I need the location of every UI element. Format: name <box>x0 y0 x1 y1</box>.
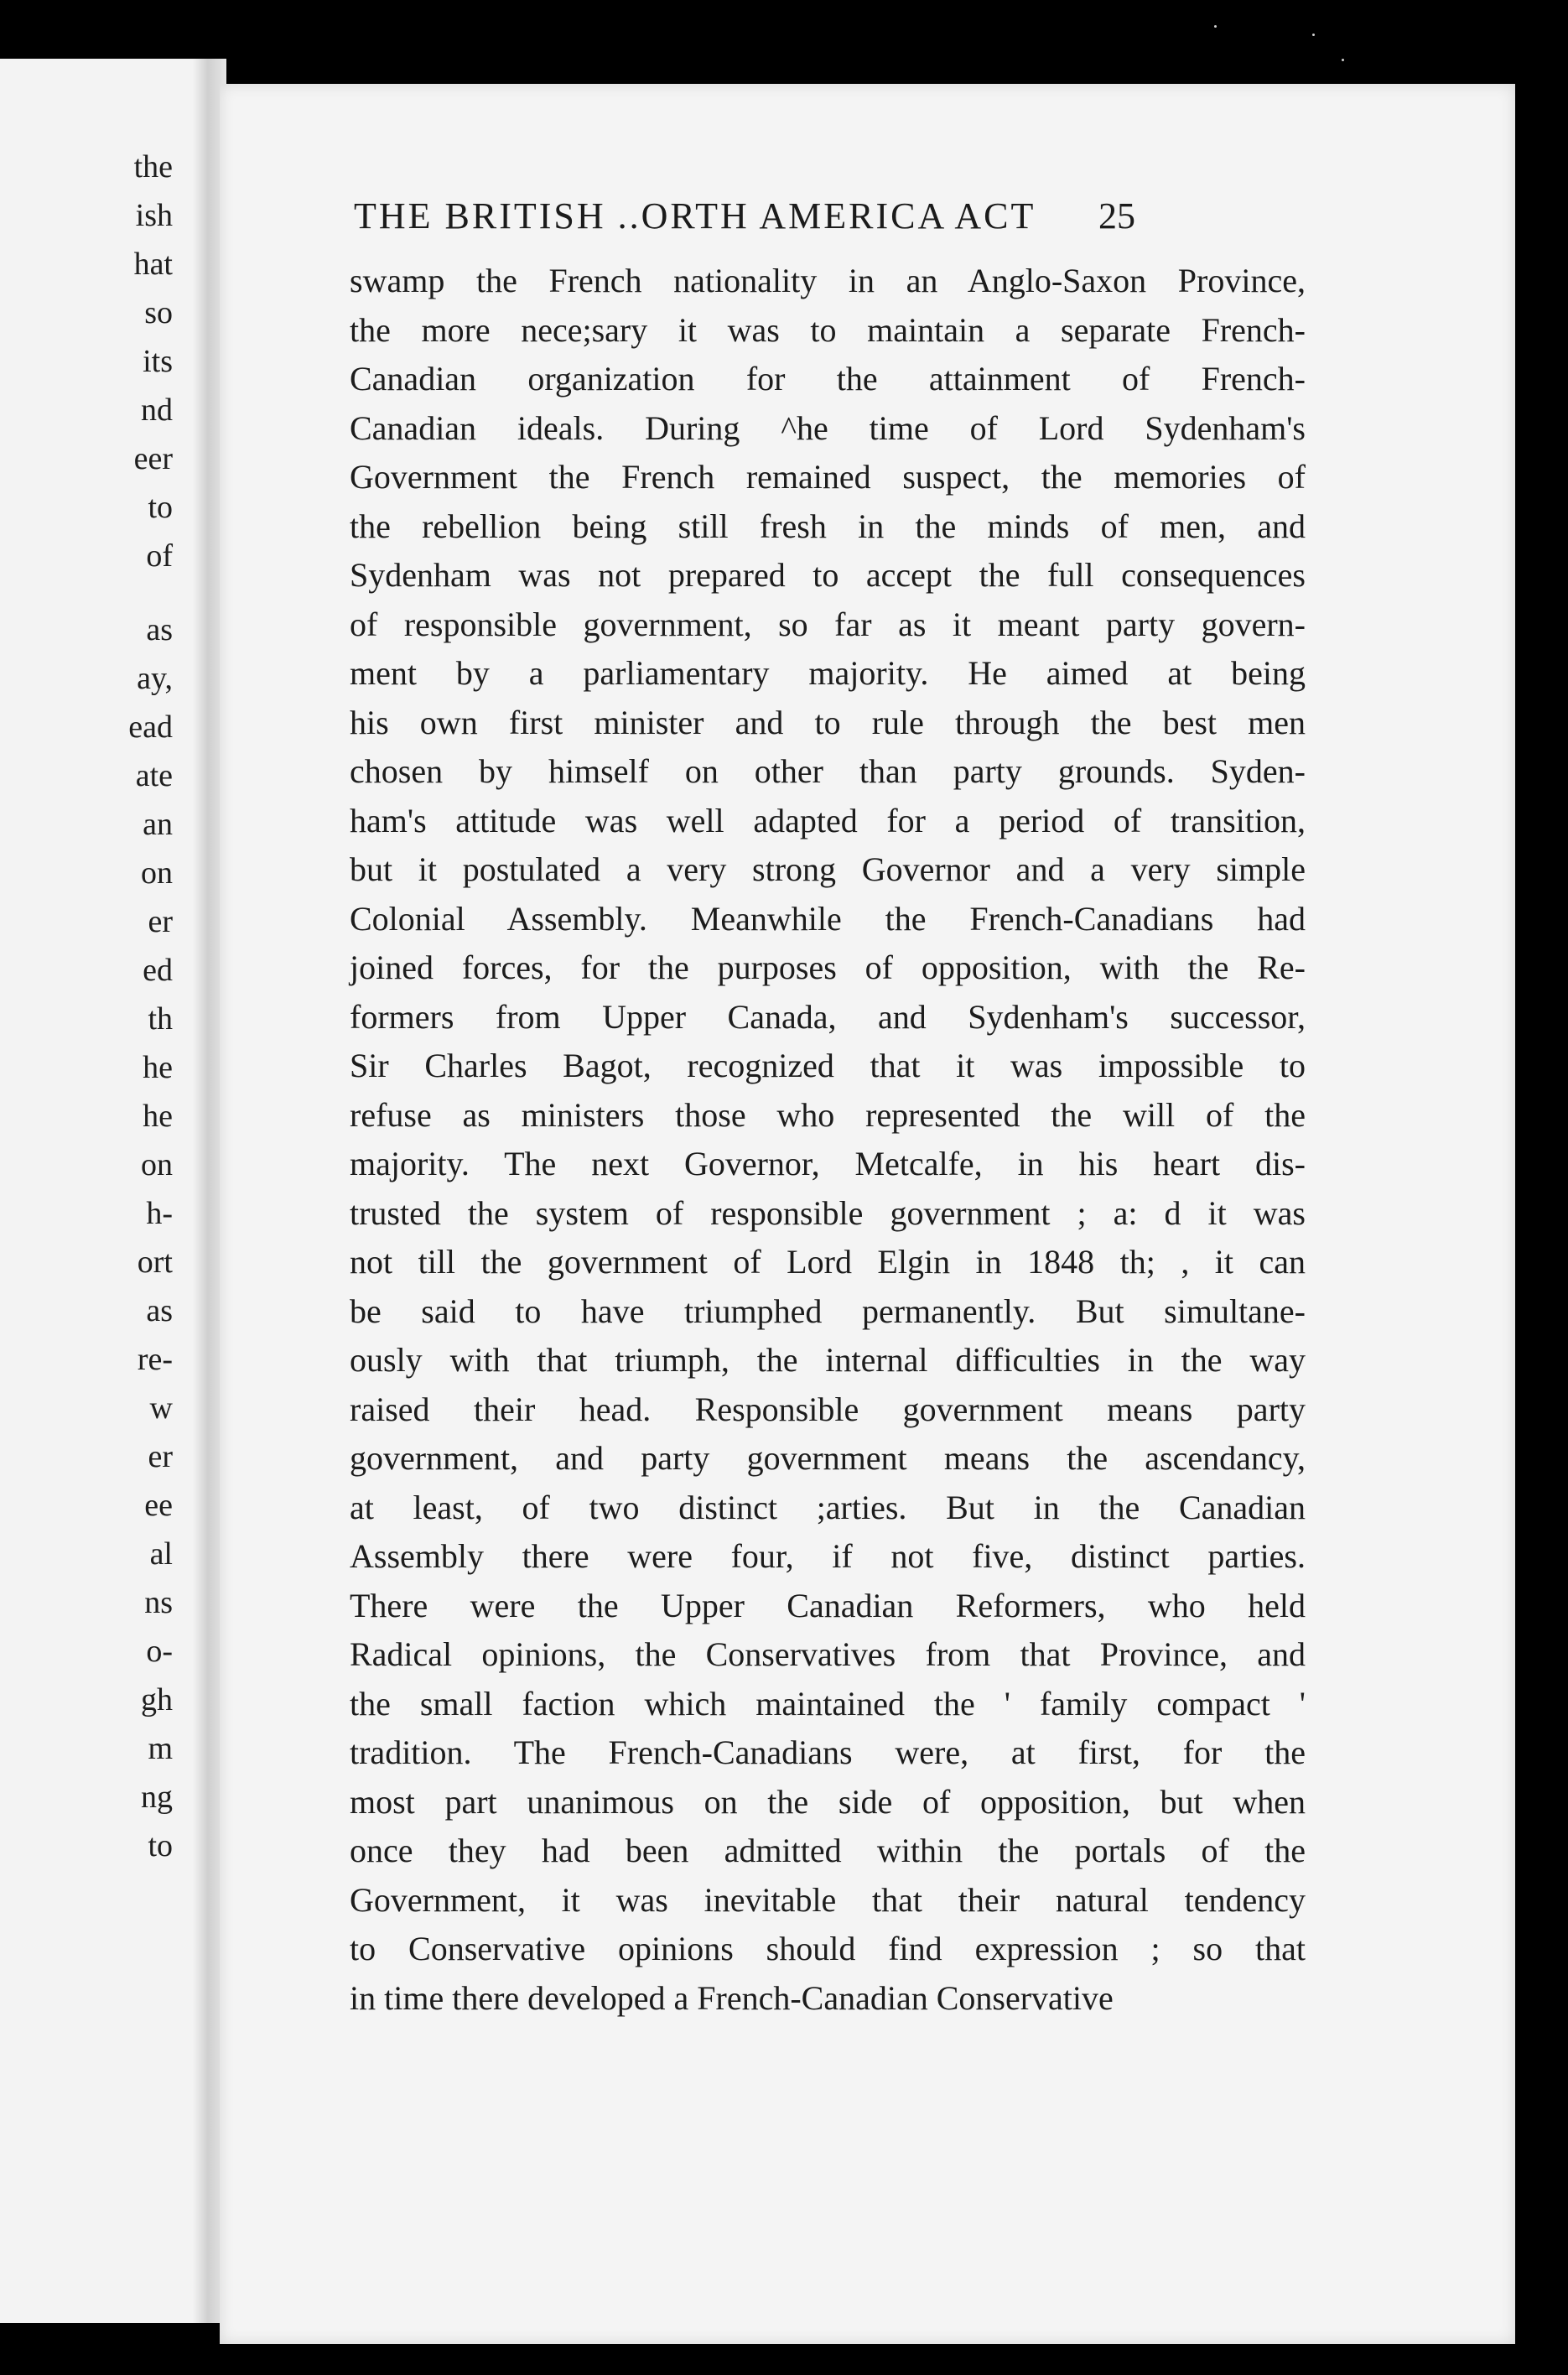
text-line <box>350 947 1568 989</box>
left-page-line: gh <box>141 1682 173 1718</box>
page-number: 25 <box>1098 195 1135 236</box>
text-line-content: raised their head. Responsible government means party <box>350 1390 1306 1428</box>
text-line-content: of responsible government, so far as it meant party govern- <box>350 605 1306 643</box>
text-line <box>350 1291 1568 1333</box>
text-line <box>350 1830 1568 1872</box>
text-line-content: joined forces, for the purposes of opposition, with the Re- <box>350 948 1306 986</box>
left-page-line: the <box>133 149 173 184</box>
text-line-content: tradition. The French-Canadians were, at first, for the <box>350 1733 1306 1771</box>
text-line <box>350 506 1568 548</box>
text-line <box>350 898 1568 940</box>
text-line-content: ham's attitude was well adapted for a period of transition, <box>350 801 1306 839</box>
left-page-line: nd <box>141 392 173 428</box>
left-page-line: to <box>148 1828 173 1863</box>
text-line <box>350 849 1568 891</box>
left-page-line: ng <box>141 1780 173 1815</box>
left-page-line: to <box>148 490 173 525</box>
text-line-content: most part unanimous on the side of opposition, but when <box>350 1782 1306 1821</box>
text-line-content: Canadian organization for the attainment of French- <box>350 360 1306 398</box>
text-line-content: Sydenham was not prepared to accept the full consequences <box>350 556 1306 594</box>
left-page-fragment <box>0 59 193 2323</box>
text-line <box>350 408 1568 450</box>
text-line <box>350 456 1568 498</box>
left-page-line: ay, <box>137 661 173 696</box>
text-line-content: the more nece;sary it was to maintain a separate French- <box>350 310 1306 349</box>
text-line-content: Assembly there were four, if not five, distinct parties. <box>350 1537 1306 1575</box>
text-line-content: the rebellion being still fresh in the minds of men, and <box>350 507 1306 545</box>
left-page-line: its <box>143 344 173 379</box>
text-line-content: at least, of two distinct ;arties. But in the Canadian <box>350 1488 1306 1526</box>
text-line-content: Radical opinions, the Conservatives from that Province, and <box>350 1635 1306 1673</box>
left-page-line: ate <box>135 758 173 793</box>
text-line <box>350 554 1568 596</box>
text-line <box>350 1143 1568 1185</box>
left-page-line: w <box>149 1390 173 1426</box>
text-line-content: Canadian ideals. During ^he time of Lord Sydenham's <box>350 408 1306 447</box>
text-line-content: refuse as ministers those who represented the will of the <box>350 1095 1306 1134</box>
text-line <box>350 1389 1568 1431</box>
text-line <box>350 1683 1568 1725</box>
left-page-line: er <box>148 904 173 939</box>
left-page-line: o- <box>146 1634 173 1669</box>
left-page-line: so <box>144 295 173 330</box>
text-line-content: in time there developed a French-Canadian Conservative <box>350 1978 1114 2017</box>
text-line-content: trusted the system of responsible government ; a: d it was <box>350 1193 1306 1232</box>
left-page-line: ort <box>137 1245 173 1280</box>
text-line <box>350 1732 1568 1774</box>
text-line <box>350 652 1568 694</box>
left-page-line: ee <box>144 1488 173 1523</box>
text-line <box>350 1781 1568 1823</box>
text-line-content: majority. The next Governor, Metcalfe, in his heart dis- <box>350 1145 1306 1182</box>
left-page-line: as <box>146 612 173 647</box>
left-page-line: ead <box>128 709 173 745</box>
scan-speck <box>1214 25 1217 28</box>
left-page-line: an <box>143 807 173 842</box>
page-header <box>220 195 1515 236</box>
text-line <box>350 358 1568 400</box>
left-page-line: of <box>146 538 173 574</box>
left-page-line: he <box>143 1099 173 1134</box>
text-line <box>350 260 1568 302</box>
text-line-content: Sir Charles Bagot, recognized that it was impossible to <box>350 1047 1306 1084</box>
left-page-line: h- <box>146 1196 173 1231</box>
left-page-line: er <box>148 1439 173 1474</box>
text-line-content: formers from Upper Canada, and Sydenham's successor, <box>350 997 1306 1036</box>
text-line-content: be said to have triumphed permanently. But simultane- <box>350 1291 1306 1330</box>
left-page-line: hat <box>133 247 173 282</box>
left-page-line: m <box>148 1731 173 1766</box>
text-line <box>350 309 1568 351</box>
left-page-line: al <box>149 1536 173 1572</box>
left-page-line: ish <box>135 198 173 233</box>
text-line-content: Government the French remained suspect, the memories of <box>350 458 1306 496</box>
running-title: THE BRITISH ..ORTH AMERICA ACT <box>354 195 1036 236</box>
left-page-line: on <box>141 855 173 891</box>
text-line <box>350 1193 1568 1234</box>
text-line-content: government, and party government means the ascendancy, <box>350 1439 1306 1477</box>
left-page-line: eer <box>133 441 173 476</box>
text-line <box>350 1094 1568 1136</box>
text-line-content: There were the Upper Canadian Reformers, who held <box>350 1586 1306 1624</box>
text-line <box>350 1487 1568 1529</box>
left-page-line: on <box>141 1147 173 1182</box>
left-page-line: th <box>148 1001 173 1037</box>
text-line <box>350 1536 1568 1577</box>
text-line <box>350 1634 1568 1676</box>
text-line-content: chosen by himself on other than party grounds. Syden- <box>350 752 1306 790</box>
text-line-content: Government, it was inevitable that their natural tendency <box>350 1880 1306 1919</box>
left-page-line: ed <box>143 953 173 988</box>
left-page-line: as <box>146 1293 173 1328</box>
text-line <box>350 1437 1568 1479</box>
text-line-content: ment by a parliamentary majority. He aimed at being <box>350 654 1306 692</box>
text-line <box>350 1585 1568 1627</box>
text-line <box>350 1928 1568 1970</box>
left-page-line: he <box>143 1050 173 1085</box>
left-page-line: ns <box>144 1585 173 1620</box>
main-page <box>220 84 1515 2344</box>
scan-speck <box>1312 34 1315 36</box>
text-line <box>350 1339 1568 1381</box>
text-line-content: swamp the French nationality in an Anglo-Saxon Province, <box>350 262 1306 299</box>
text-line <box>350 1241 1568 1283</box>
text-line-content: his own first minister and to rule through the best men <box>350 703 1306 741</box>
text-line <box>350 751 1568 793</box>
text-line <box>350 1977 1568 2019</box>
text-line <box>350 1045 1568 1087</box>
scan-speck <box>1342 59 1344 61</box>
text-line-content: to Conservative opinions should find expression ; so that <box>350 1930 1306 1967</box>
text-line <box>350 702 1568 744</box>
text-line <box>350 996 1568 1038</box>
text-line-content: ously with that triumph, the internal difficulties in the way <box>350 1341 1306 1379</box>
left-page-line: re- <box>137 1342 173 1377</box>
text-line-content: Colonial Assembly. Meanwhile the French-Canadians had <box>350 899 1306 938</box>
text-line-content: the small faction which maintained the ' family compact ' <box>350 1684 1306 1723</box>
text-line-content: once they had been admitted within the portals of the <box>350 1832 1306 1869</box>
text-line <box>350 604 1568 646</box>
text-line-content: but it postulated a very strong Governor and a very simple <box>350 850 1306 888</box>
text-line <box>350 800 1568 842</box>
text-line-content: not till the government of Lord Elgin in 1848 th; , it can <box>350 1243 1306 1281</box>
text-line <box>350 1879 1568 1921</box>
